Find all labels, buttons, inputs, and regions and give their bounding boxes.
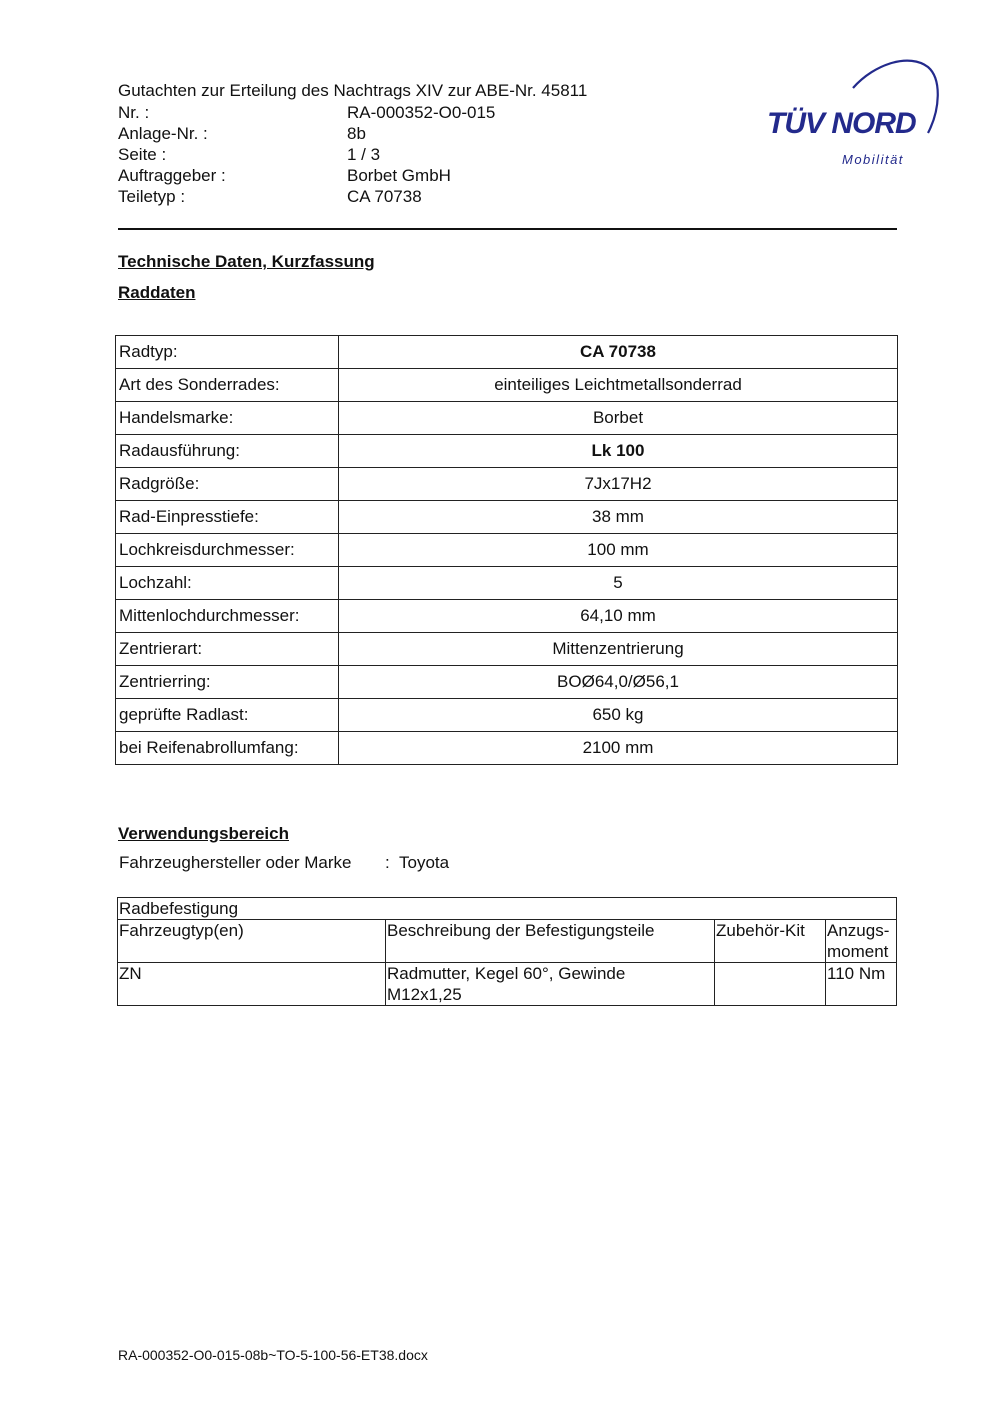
table-row [116,501,898,534]
row-value: 64,10 mm [339,600,898,633]
table-row [116,402,898,435]
header-field-seite [118,144,495,165]
logo-subtitle: Mobilität [842,152,904,167]
header-fields [118,102,495,207]
table-header-row [118,920,897,963]
row-value: 5 [339,567,898,600]
table-row [116,567,898,600]
table-row [116,468,898,501]
wheel-data-heading: Raddaten [118,283,196,302]
manufacturer-value: Toyota [399,853,450,872]
header-field-value: 8b [347,124,366,143]
header-field-teiletyp [118,186,495,207]
wheel-data-table [115,335,898,765]
row-label: Rad-Einpresstiefe: [116,501,339,534]
tuev-nord-logo [760,55,945,175]
table-title-row [118,898,897,920]
kit-cell [715,963,826,1006]
header-divider [118,228,897,230]
description-line: M12x1,25 [387,985,462,1004]
header-field-label: Seite : [118,145,167,164]
fastening-title: Radbefestigung [118,898,897,920]
description-cell [386,963,715,1006]
row-label: Mittenlochdurchmesser: [116,600,339,633]
row-value: Mittenzentrierung [339,633,898,666]
row-value: 100 mm [339,534,898,567]
column-header: Fahrzeugtyp(en) [118,920,386,963]
row-value: 2100 mm [339,732,898,765]
manufacturer-separator: : [385,853,390,872]
header-field-auftraggeber [118,165,495,186]
row-label: Radausführung: [116,435,339,468]
column-header-line: moment [827,942,889,961]
table-row [116,534,898,567]
column-header-line: Anzugs- [827,921,890,940]
row-value: Borbet [339,402,898,435]
document-title: Gutachten zur Erteilung des Nachtrags XIV zur ABE-Nr. 45811 [118,81,588,100]
table-row [116,369,898,402]
table-row [116,732,898,765]
table-row [116,435,898,468]
description-line: Radmutter, Kegel 60°, Gewinde [387,964,626,983]
table-row [118,963,897,1006]
fastening-table [117,897,897,1006]
usage-heading: Verwendungsbereich [118,824,289,843]
table-row [116,600,898,633]
table-row [116,633,898,666]
column-header: Beschreibung der Befestigungsteile [386,920,715,963]
row-value: BOØ64,0/Ø56,1 [339,666,898,699]
row-label: Lochzahl: [116,567,339,600]
header-field-value: 1 / 3 [347,145,381,164]
column-header: Zubehör-Kit [715,920,826,963]
header-field-nr [118,102,495,123]
manufacturer-label: Fahrzeughersteller oder Marke [119,853,352,872]
header-field-label: Teiletyp : [118,187,186,206]
footer-filename: RA-000352-O0-015-08b~TO-5-100-56-ET38.docx [118,1347,428,1363]
header-field-anlage [118,123,495,144]
row-label: Art des Sonderrades: [116,369,339,402]
header-field-value: Borbet GmbH [347,166,451,185]
header-field-label: Nr. : [118,103,150,122]
header-field-label: Anlage-Nr. : [118,124,208,143]
header-field-value: RA-000352-O0-015 [347,103,496,122]
torque-cell: 110 Nm [826,963,897,1006]
row-value: 7Jx17H2 [339,468,898,501]
row-label: Zentrierring: [116,666,339,699]
header-field-label: Auftraggeber : [118,166,226,185]
row-label: Lochkreisdurchmesser: [116,534,339,567]
row-label: Handelsmarke: [116,402,339,435]
row-label: bei Reifenabrollumfang: [116,732,339,765]
column-header [826,920,897,963]
row-value: einteiliges Leichtmetallsonderrad [339,369,898,402]
row-label: Radgröße: [116,468,339,501]
table-row [116,699,898,732]
manufacturer-line [119,853,449,873]
header-field-value: CA 70738 [347,187,422,206]
section-title: Technische Daten, Kurzfassung [118,252,375,271]
row-value: 650 kg [339,699,898,732]
logo-wordmark: TÜV NORD [767,107,916,140]
row-value: CA 70738 [339,336,898,369]
table-row [116,336,898,369]
row-label: Radtyp: [116,336,339,369]
row-label: Zentrierart: [116,633,339,666]
row-value: Lk 100 [339,435,898,468]
table-row [116,666,898,699]
vehicle-type-cell: ZN [118,963,386,1006]
row-value: 38 mm [339,501,898,534]
row-label: geprüfte Radlast: [116,699,339,732]
